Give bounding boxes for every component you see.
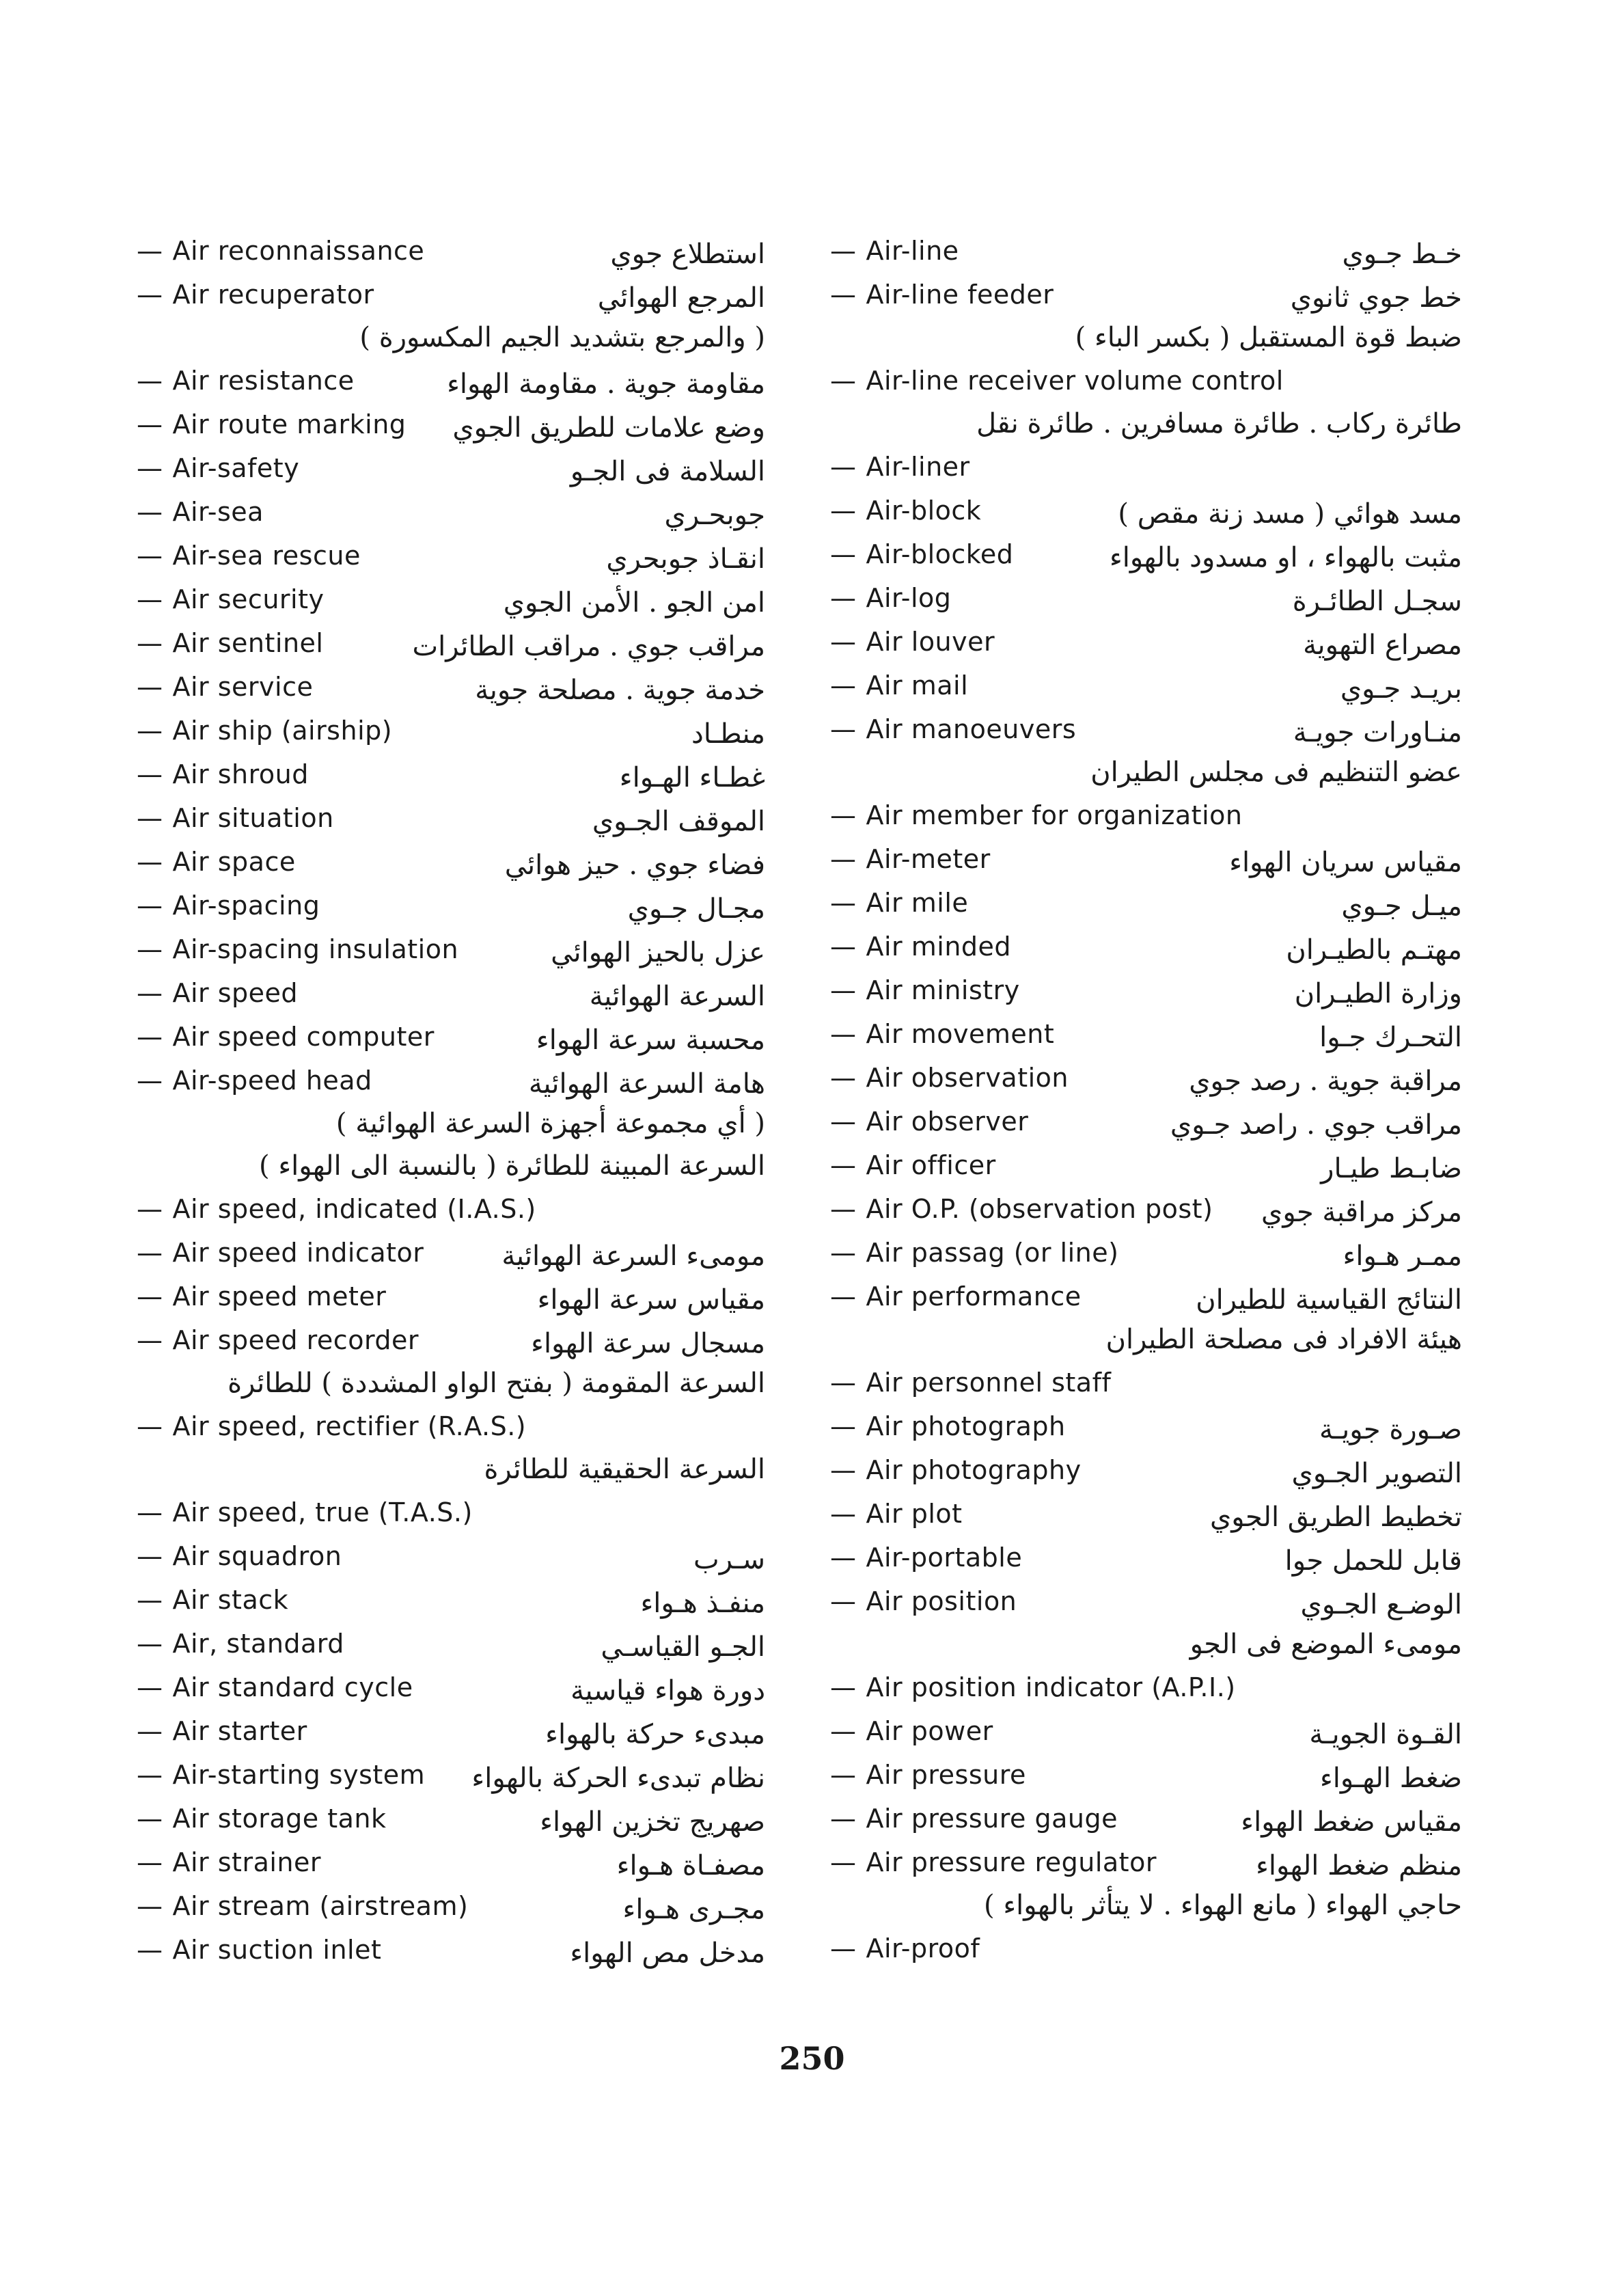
dictionary-entry <box>830 532 1462 576</box>
dictionary-entry <box>830 1318 1462 1404</box>
dictionary-entry <box>830 620 1462 664</box>
arabic-term: جوبحـري <box>664 500 765 531</box>
dictionary-entry <box>137 273 765 359</box>
arabic-term: مراقبة جوية . رصد جوي <box>1189 1065 1462 1097</box>
arabic-term: منـاورات جويـة <box>1293 717 1462 748</box>
dictionary-entry <box>830 1840 1462 1884</box>
arabic-term: القـوة الجويـة <box>1309 1719 1462 1750</box>
dictionary-entry <box>830 576 1462 620</box>
english-term: — Air manoeuvers <box>830 714 1077 744</box>
arabic-term: مومىء السرعة الهوائية <box>501 1240 765 1272</box>
dictionary-entry <box>137 1015 765 1059</box>
english-term: — Air observer <box>830 1106 1029 1137</box>
english-term: — Air stream (airstream) <box>137 1891 469 1921</box>
arabic-term: خدمة جوية . مصلحة جوية <box>475 675 765 706</box>
dictionary-entry <box>830 707 1462 751</box>
english-term: — Air-line feeder <box>830 280 1054 310</box>
dictionary-entry <box>137 1231 765 1275</box>
dictionary-entry <box>830 1884 1462 1970</box>
dictionary-entry <box>830 489 1462 532</box>
arabic-term: غطـاء الهـواء <box>619 762 765 793</box>
dictionary-entry <box>137 1275 765 1318</box>
arabic-term: المرجع الهوائي <box>597 282 765 314</box>
english-term: — Air-starting system <box>137 1760 426 1790</box>
english-term: — Air suction inlet <box>137 1935 382 1965</box>
dictionary-entry <box>830 1275 1462 1318</box>
dictionary-entry <box>830 1448 1462 1492</box>
english-term: — Air-spacing <box>137 891 320 921</box>
arabic-term: الوضـع الجـوي <box>1300 1589 1462 1620</box>
dictionary-entry <box>137 1362 765 1448</box>
arabic-term: الموقف الجـوي <box>592 806 765 837</box>
arabic-term: وضع علامات للطريق الجوي <box>452 412 765 444</box>
arabic-term: مراقب جوي . مراقب الطائرات <box>412 631 765 662</box>
english-term: — Air speed recorder <box>137 1325 419 1355</box>
arabic-term: السلامة فى الجـو <box>570 456 765 487</box>
english-term: — Air mail <box>830 670 969 701</box>
dictionary-entry <box>830 1797 1462 1840</box>
arabic-term: طائرة ركاب . طائرة مسافرين . طائرة نقل <box>976 408 1462 439</box>
right-column <box>830 229 1462 1970</box>
english-term: — Air pressure <box>830 1760 1026 1790</box>
dictionary-entry <box>830 1536 1462 1579</box>
dictionary-entry <box>830 403 1462 489</box>
arabic-term: ضغط الهـواء <box>1320 1763 1462 1794</box>
arabic-term: مراقب جوي . راصد جـوي <box>1170 1109 1462 1141</box>
dictionary-entry <box>137 1578 765 1622</box>
english-term: — Air-proof <box>830 1933 980 1963</box>
english-term: — Air shroud <box>137 759 309 789</box>
dictionary-entry <box>137 796 765 840</box>
arabic-term: امن الجو . الأمن الجوي <box>503 587 765 618</box>
dictionary-entry <box>137 490 765 534</box>
english-term: — Air-sea <box>137 497 264 527</box>
english-term: — Air-portable <box>830 1542 1023 1573</box>
arabic-term: تخطيط الطريق الجوي <box>1209 1501 1462 1533</box>
dictionary-entry <box>137 927 765 971</box>
arabic-term: التحـرك جـوا <box>1319 1022 1462 1053</box>
arabic-term: فضاء جوي . حيز هوائي <box>504 849 765 881</box>
english-term: — Air speed, indicated (I.A.S.) <box>137 1194 536 1224</box>
english-term: — Air standard cycle <box>137 1672 413 1702</box>
english-term: — Air speed, rectifier (R.A.S.) <box>137 1411 527 1441</box>
dictionary-entry <box>137 1534 765 1578</box>
dictionary-entry <box>830 1231 1462 1275</box>
english-term: — Air O.P. (observation post) <box>830 1194 1213 1224</box>
dictionary-entry <box>137 665 765 709</box>
english-term: — Air-line receiver volume control <box>830 366 1284 396</box>
english-term: — Air-log <box>830 583 952 613</box>
dictionary-entry <box>137 752 765 796</box>
arabic-term: النتائج القياسية للطيران <box>1196 1284 1462 1316</box>
dictionary-entry <box>830 1187 1462 1231</box>
arabic-term: مقياس سرعة الهواء <box>537 1284 765 1316</box>
dictionary-entry <box>137 1318 765 1362</box>
arabic-term: منظم ضغط الهواء <box>1256 1850 1462 1881</box>
arabic-term: مصفـاة هـواء <box>616 1850 765 1881</box>
arabic-term: ضابـط طيـار <box>1321 1153 1462 1184</box>
dictionary-entry <box>137 1666 765 1709</box>
arabic-term: مسجال سرعة الهواء <box>531 1328 765 1359</box>
dictionary-entry <box>137 709 765 752</box>
arabic-term: دورة هواء قياسية <box>570 1675 765 1707</box>
arabic-term: مصراع التهوية <box>1303 629 1462 661</box>
english-term: — Air position <box>830 1586 1017 1616</box>
dictionary-entry <box>137 840 765 884</box>
english-term: — Air ship (airship) <box>137 716 393 746</box>
dictionary-entry <box>830 1012 1462 1056</box>
dictionary-entry <box>137 1709 765 1753</box>
english-term: — Air route marking <box>137 409 407 439</box>
arabic-term: خـط جـوي <box>1342 239 1462 270</box>
dictionary-entry <box>137 1753 765 1797</box>
arabic-term: نظام تبدىء الحركة بالهواء <box>471 1763 765 1794</box>
dictionary-entry <box>137 403 765 446</box>
english-term: — Air mile <box>830 888 969 918</box>
dictionary-entry <box>137 1145 765 1231</box>
english-term: — Air sentinel <box>137 628 324 658</box>
arabic-term-continuation: ( والمرجع بتشديد الجيم المكسورة ) <box>359 322 765 353</box>
english-term: — Air performance <box>830 1281 1082 1311</box>
english-term: — Air minded <box>830 932 1012 962</box>
arabic-term: الجـو القياسـي <box>601 1631 765 1663</box>
dictionary-entry <box>830 968 1462 1012</box>
english-term: — Air plot <box>830 1499 963 1529</box>
arabic-term: السرعة الهوائية <box>589 981 765 1012</box>
dictionary-entry <box>137 971 765 1015</box>
english-term: — Air member for organization <box>830 800 1243 830</box>
english-term: — Air louver <box>830 627 995 657</box>
english-term: — Air reconnaissance <box>137 236 425 266</box>
arabic-term: صهريج تخزين الهواء <box>540 1806 765 1838</box>
english-term: — Air pressure gauge <box>830 1804 1118 1834</box>
english-term: — Air photograph <box>830 1411 1066 1441</box>
dictionary-entry <box>830 1623 1462 1709</box>
arabic-term: مجـرى هـواء <box>622 1894 765 1925</box>
arabic-term: السرعة المبينة للطائرة ( بالنسبة الى الهواء ) <box>259 1150 765 1182</box>
english-term: — Air personnel staff <box>830 1368 1112 1398</box>
arabic-term: عزل بالحيز الهوائي <box>551 937 765 968</box>
dictionary-entry <box>137 884 765 927</box>
english-term: — Air-block <box>830 495 982 526</box>
page-number: 250 <box>779 2040 845 2077</box>
arabic-term: بريـد جـوي <box>1340 673 1462 705</box>
dictionary-entry <box>830 1579 1462 1623</box>
arabic-term: مقياس سريان الهواء <box>1229 847 1462 878</box>
dictionary-entry <box>137 1059 765 1145</box>
dictionary-entry <box>137 1797 765 1840</box>
left-column <box>137 229 765 1972</box>
english-term: — Air movement <box>830 1019 1055 1049</box>
dictionary-entry <box>137 446 765 490</box>
dictionary-entry <box>137 534 765 577</box>
arabic-term: منفـذ هـواء <box>640 1588 765 1619</box>
dictionary-entry <box>137 1884 765 1928</box>
arabic-term: هامة السرعة الهوائية <box>528 1068 765 1100</box>
dictionary-entry <box>830 1143 1462 1187</box>
english-term: — Air starter <box>137 1716 307 1746</box>
arabic-term: انقـاذ جوبحري <box>606 543 765 575</box>
arabic-term: منطـاد <box>691 718 765 750</box>
dictionary-entry <box>137 577 765 621</box>
arabic-term: مركز مراقبة جوي <box>1261 1197 1462 1228</box>
arabic-term: مقياس ضغط الهواء <box>1241 1806 1462 1838</box>
dictionary-entry <box>830 1492 1462 1536</box>
english-term: — Air-speed head <box>137 1065 372 1096</box>
dictionary-entry <box>137 621 765 665</box>
dictionary-entry <box>830 1056 1462 1100</box>
arabic-term: السرعة الحقيقية للطائرة <box>484 1454 765 1485</box>
dictionary-entry <box>830 664 1462 707</box>
english-term: — Air speed computer <box>137 1022 435 1052</box>
arabic-term: محسبة سرعة الهواء <box>536 1024 765 1056</box>
english-term: — Air-safety <box>137 453 300 483</box>
english-term: — Air power <box>830 1716 993 1746</box>
english-term: — Air situation <box>137 803 334 833</box>
english-term: — Air stack <box>137 1585 289 1615</box>
dictionary-entry <box>137 1448 765 1534</box>
english-term: — Air officer <box>830 1150 996 1180</box>
arabic-term: مومىء الموضع فى الجو <box>1189 1629 1462 1660</box>
english-term: — Air observation <box>830 1063 1069 1093</box>
arabic-term: هيئة الافراد فى مصلحة الطيران <box>1105 1324 1462 1355</box>
dictionary-entry <box>137 359 765 403</box>
arabic-term: ممـر هـواء <box>1343 1240 1462 1272</box>
english-term: — Air speed indicator <box>137 1238 424 1268</box>
arabic-term: سجـل الطائـرة <box>1292 586 1462 617</box>
arabic-term: حاجي الهواء ( مانع الهواء . لا يتأثر بالهواء ) <box>984 1890 1462 1921</box>
dictionary-entry <box>830 359 1462 403</box>
english-term: — Air speed meter <box>137 1281 387 1311</box>
english-term: — Air-blocked <box>830 539 1014 569</box>
english-term: — Air space <box>137 847 296 877</box>
arabic-term: استطلاع جوي <box>610 239 765 270</box>
dictionary-entry <box>830 925 1462 968</box>
english-term: — Air-liner <box>830 452 970 482</box>
english-term: — Air-line <box>830 236 959 266</box>
english-term: — Air squadron <box>137 1541 342 1571</box>
arabic-term: خط جوي ثانوي <box>1290 282 1462 314</box>
dictionary-entry <box>137 1840 765 1884</box>
dictionary-entry <box>830 1404 1462 1448</box>
english-term: — Air recuperator <box>137 280 374 310</box>
english-term: — Air speed, true (T.A.S.) <box>137 1497 473 1527</box>
english-term: — Air resistance <box>137 366 355 396</box>
arabic-term-continuation: ( أي مجموعة أجهزة السرعة الهوائية ) <box>335 1108 765 1139</box>
dictionary-entry <box>830 881 1462 925</box>
arabic-term: مبدىء حركة بالهواء <box>545 1719 765 1750</box>
english-term: — Air-spacing insulation <box>137 934 459 964</box>
english-term: — Air-sea rescue <box>137 541 361 571</box>
english-term: — Air-meter <box>830 844 991 874</box>
arabic-term: سـرب <box>693 1544 765 1575</box>
arabic-term: مجـال جـوي <box>627 893 765 925</box>
dictionary-entry <box>137 1622 765 1666</box>
arabic-term: وزارة الطيـران <box>1294 978 1462 1009</box>
english-term: — Air speed <box>137 978 299 1008</box>
dictionary-entry <box>830 837 1462 881</box>
arabic-term: مقاومة جوية . مقاومة الهواء <box>447 368 765 400</box>
dictionary-entry <box>137 229 765 273</box>
dictionary-entry <box>830 1753 1462 1797</box>
arabic-term-continuation: ضبط قوة المستقبل ( بكسر الباء ) <box>1075 322 1462 353</box>
english-term: — Air service <box>137 672 314 702</box>
english-term: — Air passag (or line) <box>830 1238 1119 1268</box>
english-term: — Air position indicator (A.P.I.) <box>830 1672 1236 1702</box>
english-term: — Air ministry <box>830 975 1020 1005</box>
dictionary-entry <box>830 229 1462 273</box>
arabic-term: مدخل مص الهواء <box>570 1938 765 1969</box>
arabic-term: قابل للحمل جوا <box>1284 1545 1462 1577</box>
dictionary-entry <box>137 1928 765 1972</box>
english-term: — Air storage tank <box>137 1804 387 1834</box>
dictionary-entry <box>830 1100 1462 1143</box>
dictionary-entry <box>830 751 1462 837</box>
arabic-term: مسد هوائي ( مسد زنة مقص ) <box>1118 498 1462 530</box>
arabic-term: السرعة المقومة ( بفتح الواو المشددة ) للطائرة <box>228 1368 765 1399</box>
arabic-term: مثبت بالهواء ، او مسدود بالهواء <box>1109 542 1462 573</box>
dictionary-entry <box>830 273 1462 359</box>
arabic-term: عضو التنظيم فى مجلس الطيران <box>1090 757 1462 788</box>
english-term: — Air security <box>137 584 325 614</box>
english-term: — Air photography <box>830 1455 1082 1485</box>
english-term: — Air pressure regulator <box>830 1847 1157 1877</box>
dictionary-entry <box>830 1709 1462 1753</box>
english-term: — Air, standard <box>137 1629 344 1659</box>
arabic-term: صـورة جويـة <box>1319 1414 1462 1445</box>
arabic-term: مهتـم بالطيـران <box>1286 934 1462 966</box>
english-term: — Air strainer <box>137 1847 322 1877</box>
arabic-term: ميـل جـوي <box>1341 891 1462 922</box>
arabic-term: التصوير الجـوي <box>1291 1458 1462 1489</box>
